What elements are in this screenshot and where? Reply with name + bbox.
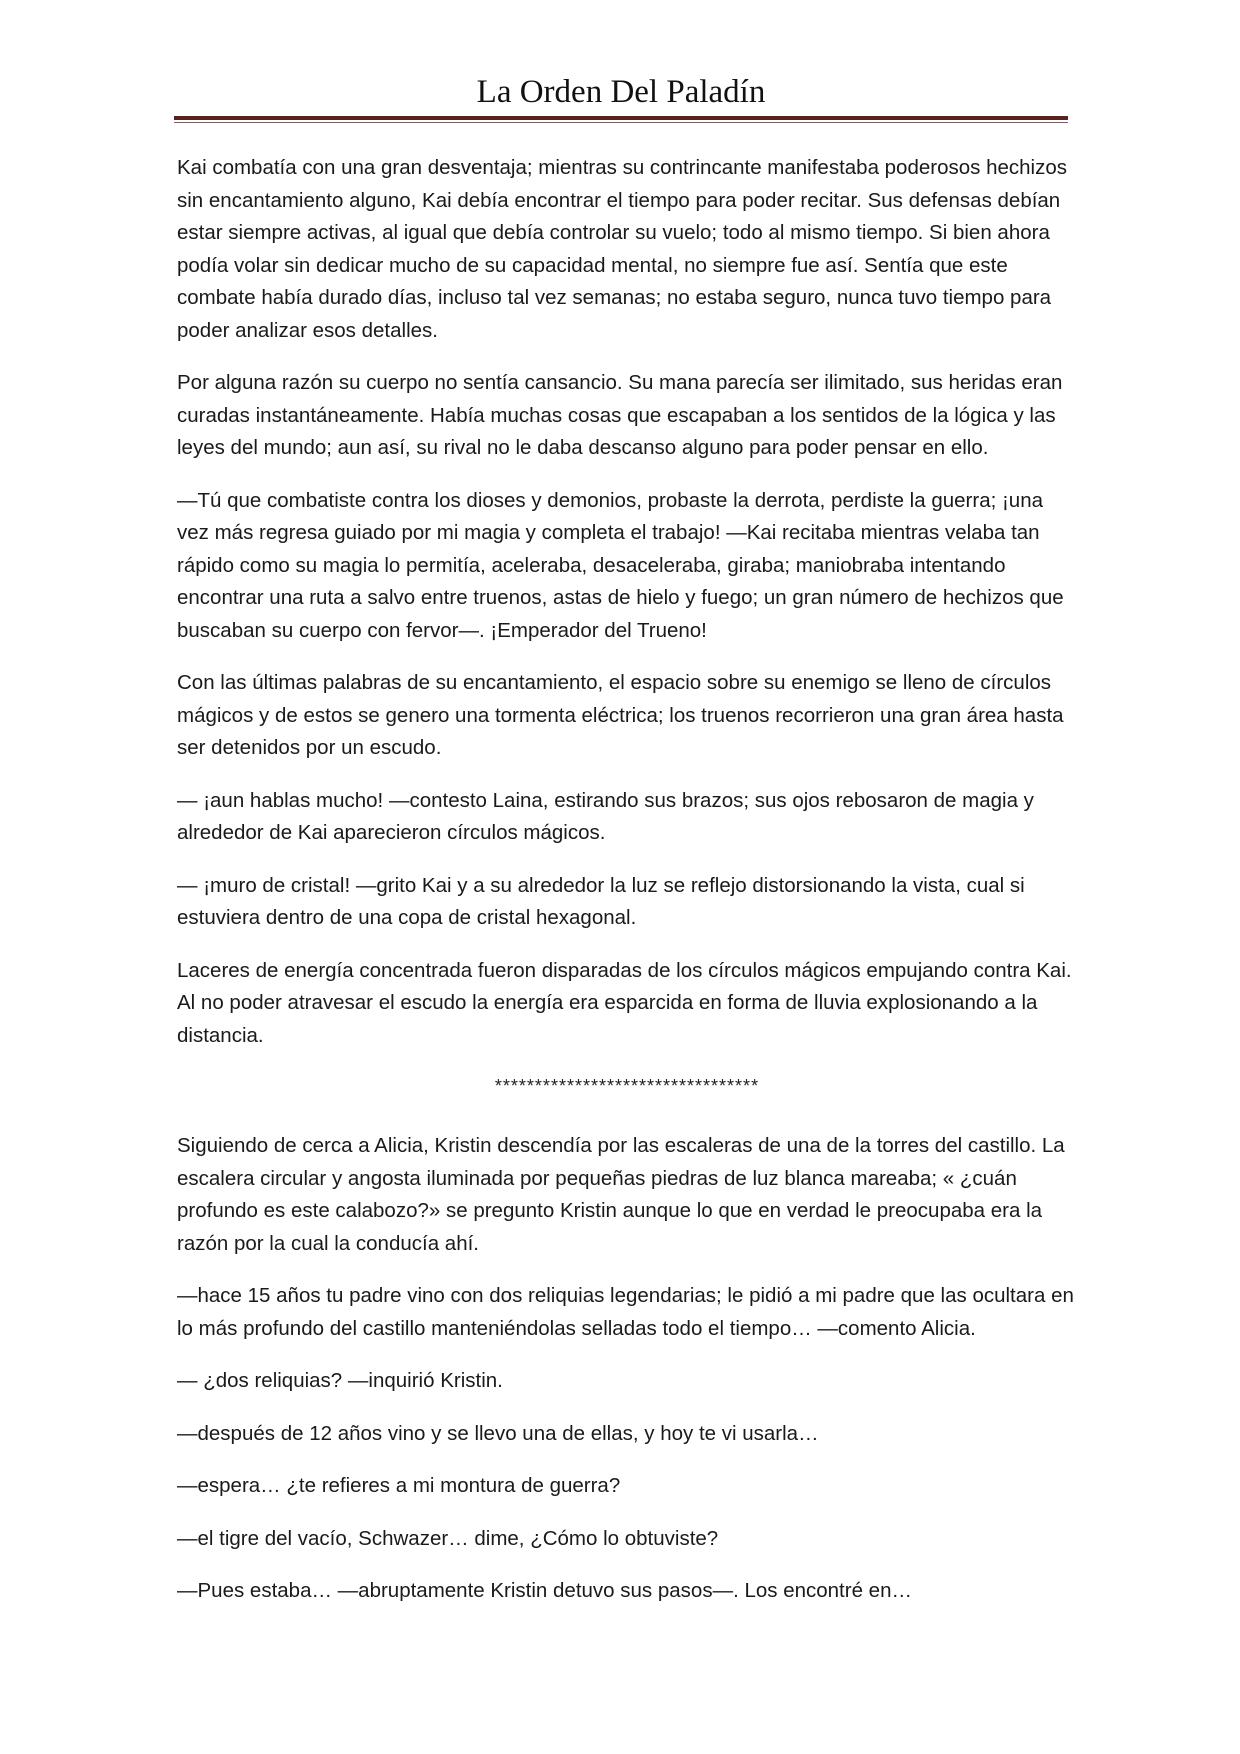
paragraph: Con las últimas palabras de su encantamiento, el espacio sobre su enemigo se lleno de círculos mágicos y de estos se genero una tormenta eléctrica; los truenos recorrieron una gran área hasta ser detenidos por un escudo. <box>177 671 1064 759</box>
paragraph: —hace 15 años tu padre vino con dos reliquias legendarias; le pidió a mi padre que las ocultara en lo más profundo del castillo manteniéndolas selladas todo el tiempo… —comento Alicia. <box>177 1284 1074 1340</box>
paragraph: — ¡aun hablas mucho! —contesto Laina, estirando sus brazos; sus ojos rebosaron de magia y alrededor de Kai aparecieron círculos mágicos. <box>177 788 1034 844</box>
paragraph: Kai combatía con una gran desventaja; mientras su contrincante manifestaba poderosos hechizos sin encantamiento alguno, Kai debía encontrar el tiempo para poder recitar. Sus defensas debían estar siempre activas, al igual que debía controlar su vuelo; todo al mismo tiempo. Si bien ahora podía volar sin dedicar mucho de su capacidad mental, no siempre fue así. Sentía que este combate había durado días, incluso tal vez semanas; no estaba seguro, nunca tuvo tiempo para poder analizar esos detalles. <box>177 156 1067 342</box>
paragraph: —espera… ¿te refieres a mi montura de guerra? <box>177 1474 621 1497</box>
paragraph: Laceres de energía concentrada fueron disparadas de los círculos mágicos empujando contra Kai. Al no poder atravesar el escudo la energía era esparcida en forma de lluvia explosionando a la distancia. <box>177 958 1072 1047</box>
paragraph: —el tigre del vacío, Schwazer… dime, ¿Cómo lo obtuviste? <box>177 1526 719 1550</box>
paragraph: —Pues estaba… —abruptamente Kristin detuvo sus pasos—. Los encontré en… <box>177 1579 912 1602</box>
paragraph: — ¿dos reliquias? —inquirió Kristin. <box>177 1369 503 1392</box>
page-header <box>174 68 1068 116</box>
header-rule-thick <box>174 116 1068 120</box>
header-rule <box>174 116 1068 124</box>
header-rule-thin <box>174 122 1068 123</box>
paragraph: Por alguna razón su cuerpo no sentía cansancio. Su mana parecía ser ilimitado, sus heridas eran curadas instantáneamente. Había muchas cosas que escapaban a los sentidos de la lógica y las leyes del mundo; aun así, su rival no le daba descanso alguno para poder pensar en ello. <box>177 371 1063 459</box>
body-text <box>177 152 1077 1628</box>
scene-separator: ********************************* <box>494 1076 760 1096</box>
paragraph: — ¡muro de cristal! —grito Kai y a su alrededor la luz se reflejo distorsionando la vista, cual si estuviera dentro de una copa de cristal hexagonal. <box>177 873 1025 929</box>
page-title: La Orden Del Paladín <box>476 74 766 110</box>
paragraph: —después de 12 años vino y se llevo una de ellas, y hoy te vi usarla… <box>177 1421 819 1445</box>
paragraph: —Tú que combatiste contra los dioses y demonios, probaste la derrota, perdiste la guerra; ¡una vez más regresa guiado por mi magia y completa el trabajo! —Kai recitaba mientras velaba tan rápido como su magia lo permitía, aceleraba, desaceleraba, giraba; maniobraba intentando encontrar una ruta a salvo entre truenos, astas de hielo y fuego; un gran número de hechizos que buscaban su cuerpo con fervor—. ¡Emperador del Trueno! <box>177 488 1064 642</box>
paragraph: Siguiendo de cerca a Alicia, Kristin descendía por las escaleras de una de la torres del castillo. La escalera circular y angosta iluminada por pequeñas piedras de luz blanca mareaba; « ¿cuán profundo es este calabozo?» se pregunto Kristin aunque lo que en verdad le preocupaba era la razón por la cual la conducía ahí. <box>177 1134 1065 1255</box>
